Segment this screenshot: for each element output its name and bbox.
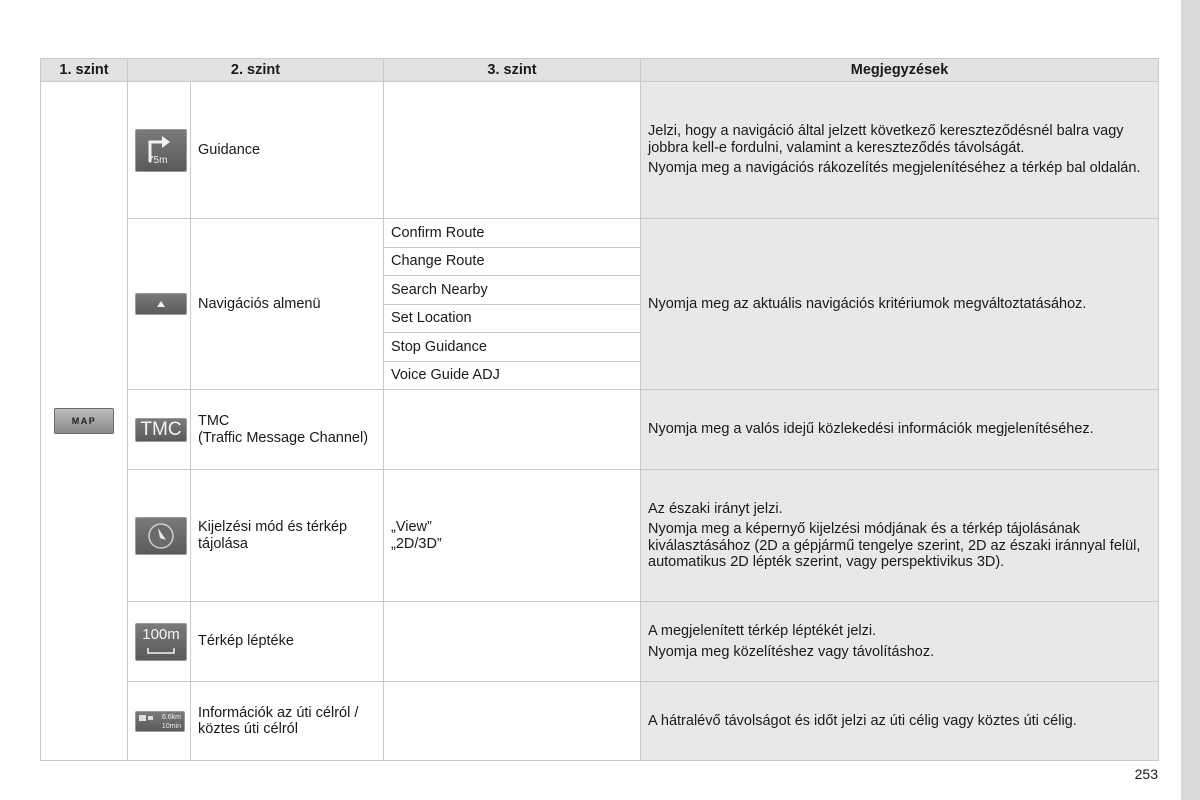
icon-cell (128, 682, 191, 761)
tmc-label-line2: (Traffic Message Channel) (198, 429, 369, 446)
orientation-sub (384, 470, 641, 602)
tmc-icon: TMC (135, 418, 187, 442)
icon-cell (128, 82, 191, 219)
note-paragraph: Nyomja meg a navigációs rákozelítés megjelenítéséhez a térkép bal oldalán. (648, 160, 1141, 177)
page-number: 253 (1134, 766, 1158, 782)
page-edge-strip (1181, 0, 1200, 800)
table-row (41, 470, 1159, 602)
table-row (41, 82, 1159, 219)
submenu-item-set-location: Set Location (384, 304, 641, 333)
icon-cell (128, 219, 191, 390)
table-row (41, 682, 1159, 761)
navigation-menu-table (40, 58, 1159, 761)
scale-label: Térkép léptéke (191, 602, 384, 682)
note-paragraph: A megjelenített térkép léptékét jelzi. (648, 623, 877, 639)
dest-icon-time: 10min (161, 722, 181, 730)
table-header-row (41, 59, 1159, 82)
note-paragraph: Jelzi, hogy a navigáció által jelzett következő kereszteződésnél balra vagy jobbra kell-e fordulni, valamint a kereszteződés távolságát. (648, 123, 1124, 156)
header-level2: 2. szint (128, 59, 384, 82)
scale-icon-text: 100m (142, 625, 180, 643)
destination-info-icon (135, 711, 185, 732)
tmc-notes: Nyomja meg a valós idejű közlekedési információk megjelenítéséhez. (641, 390, 1159, 470)
note-paragraph: Nyomja meg a képernyő kijelzési módjának és a térkép tájolásának kiválasztásához (2D a gépjármű tengelye szerint, 2D az északi iránnyal felül, automatikus 2D lépték szerint, vagy perspektivikus 3D). (648, 521, 1141, 570)
level3-empty-cell (384, 390, 641, 470)
orientation-label: Kijelzési mód és térkép tájolása (191, 470, 384, 602)
destination-notes: A hátralévő távolságot és időt jelzi az úti célig vagy köztes úti célig. (641, 682, 1159, 761)
submenu-item-change-route: Change Route (384, 247, 641, 276)
sub-2d3d: „2D/3D” (391, 535, 442, 552)
level3-empty-cell (384, 602, 641, 682)
guidance-distance-text: 75m (148, 155, 168, 166)
level1-cell (41, 82, 128, 761)
scale-notes (641, 602, 1159, 682)
header-level1: 1. szint (41, 59, 128, 82)
table-row (41, 602, 1159, 682)
icon-cell (128, 390, 191, 470)
nav-submenu-notes: Nyomja meg az aktuális navigációs kritériumok megváltoztatásához. (641, 219, 1159, 390)
level3-empty-cell (384, 82, 641, 219)
compass-icon (135, 517, 187, 555)
note-paragraph: Nyomja meg közelítéshez vagy távolításhoz. (648, 643, 935, 660)
turn-right-arrow-icon (135, 129, 187, 172)
map-button[interactable]: MAP (54, 408, 114, 434)
header-level3: 3. szint (384, 59, 641, 82)
nav-submenu-label: Navigációs almenü (191, 219, 384, 390)
map-scale-icon (135, 623, 187, 661)
tmc-label-line1: TMC (198, 413, 230, 429)
orientation-notes (641, 470, 1159, 602)
table-row (41, 219, 1159, 248)
guidance-label: Guidance (191, 82, 384, 219)
guidance-notes (641, 82, 1159, 219)
level3-empty-cell (384, 682, 641, 761)
dest-icon-distance: 6.6km (161, 713, 181, 721)
up-arrow-icon (135, 293, 187, 315)
header-notes: Megjegyzések (641, 59, 1159, 82)
tmc-label (191, 390, 384, 470)
table-row (41, 390, 1159, 470)
icon-cell (128, 602, 191, 682)
note-paragraph: Az északi irányt jelzi. (648, 500, 783, 517)
submenu-item-voice-guide-adj: Voice Guide ADJ (384, 361, 641, 390)
submenu-item-search-nearby: Search Nearby (384, 276, 641, 305)
sub-view: „View” (391, 519, 432, 535)
submenu-item-confirm-route: Confirm Route (384, 219, 641, 248)
destination-label: Információk az úti célról / köztes úti célról (191, 682, 384, 761)
submenu-item-stop-guidance: Stop Guidance (384, 333, 641, 362)
icon-cell (128, 470, 191, 602)
